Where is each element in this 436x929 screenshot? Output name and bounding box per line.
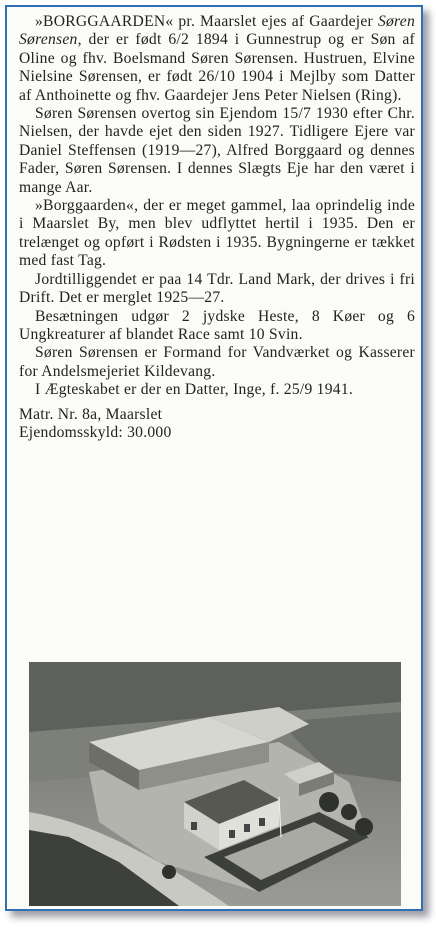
article-text: [19, 13, 415, 442]
paragraph-intro: [19, 13, 415, 105]
farm-photo-illustration: [29, 662, 401, 906]
cadastre-number: Matr. Nr. 8a, Maarslet: [19, 405, 163, 423]
farm-aerial-photo: [29, 662, 401, 906]
article-card: [5, 5, 423, 911]
property-valuation: Ejendomsskyld: 30.000: [19, 423, 172, 441]
paragraph-ownership: Søren Sørensen overtog sin Ejendom 15/7 1930 efter Chr. Nielsen, der havde ejet den siden 1927. Tidligere Ejere var Daniel Steffensen (1919—27), Alfred Borggaard og dennes Fader, Søren Sørensen. I dennes Slægts Eje har den været i mange Aar.: [19, 105, 415, 196]
owner-name: Søren Sørensen,: [19, 13, 415, 49]
paragraph-livestock: Besætningen udgør 2 jydske Heste, 8 Køer og 6 Ungkreaturer af blandet Race samt 10 Svin.: [19, 307, 415, 343]
paragraph-land: Jordtilliggendet er paa 14 Tdr. Land Mark, der drives i fri Drift. Det er merglet 1925—27.: [19, 270, 415, 307]
paragraph-history: »Borggaarden«, der er meget gammel, laa oprindelig inde i Maarslet By, men blev udflyttet hertil i 1935. Den er trelænget og opført i Rødsten i 1935. Bygningerne er tækket med fast Tag.: [19, 197, 415, 270]
intro-text-end: der er født 6/2 1894 i Gunnestrup og er Søn af Oline og fhv. Boelsmand Søren Sørensen. Hustruen, Elvine Nielsine Sørensen, er født 26/10 1904 i Mejlby som Datter af Anthoinette og fhv. Gaardejer Jens Peter Nielsen (Ring).: [19, 31, 415, 104]
intro-text-start: »BORGGAARDEN« pr. Maarslet ejes af Gaardejer: [35, 13, 378, 30]
paragraph-family: I Ægteskabet er der en Datter, Inge, f. 25/9 1941.: [35, 381, 354, 399]
paragraph-roles: Søren Sørensen er Formand for Vandværket og Kasserer for Andelsmejeriet Kildevang.: [19, 344, 415, 380]
